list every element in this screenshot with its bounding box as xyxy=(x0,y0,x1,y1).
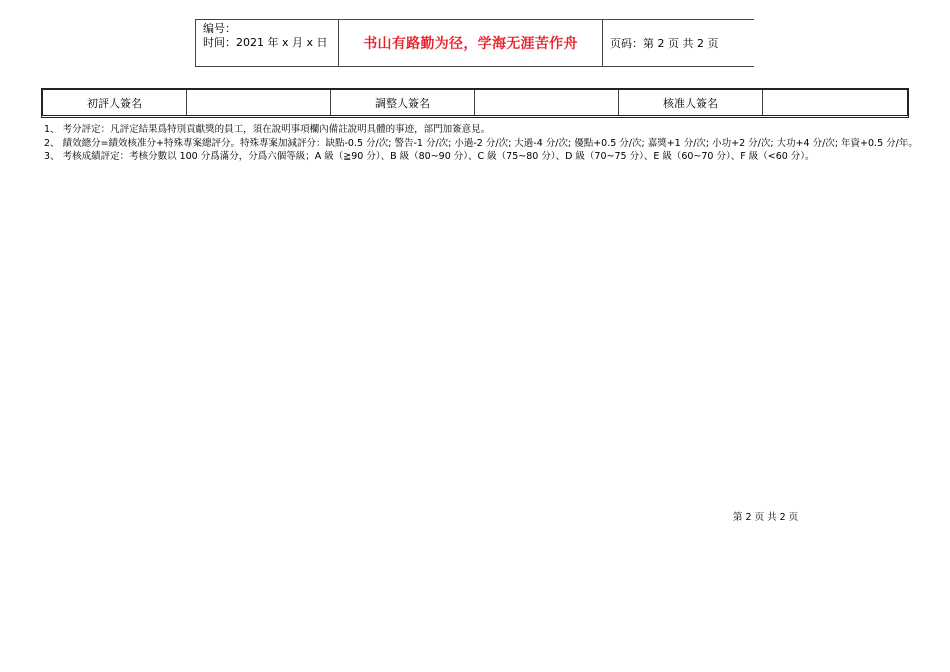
initial-reviewer-label: 初評人簽名 xyxy=(43,90,187,115)
note-item: 2、 績效總分=績效核准分+特殊專案總評分。特殊專案加減評分：缺點-0.5 分/次; 警告-1 分/次; 小過-2 分/次; 大過-4 分/次; 優點+0.5 分/次; 嘉獎+1 分/次; 小功+2 分/次; 大功+4 分/次; 年資+0.5 分/年。 xyxy=(44,137,918,149)
initial-reviewer-signature xyxy=(187,90,331,115)
adjuster-label: 調整人簽名 xyxy=(331,90,475,115)
document-time: 时间：2021 年 x 月 x 日 xyxy=(203,36,328,49)
approver-label: 核准人簽名 xyxy=(619,90,763,115)
note-item: 3、 考核成績評定：考核分數以 100 分爲滿分，分爲六個等級；A 級（≧90 分）、B 級（80~90 分）、C 級（75~80 分）、D 級（70~75 分）、E 級（60~70 分）、F 級（<60 分）。 xyxy=(44,151,815,162)
page-footer: 第 2 页 共 2 页 xyxy=(733,512,799,523)
approver-signature xyxy=(763,90,907,115)
header-page-code: 页码：第 2 页 共 2 页 xyxy=(610,37,719,50)
signature-table xyxy=(41,88,909,118)
adjuster-signature xyxy=(475,90,619,115)
note-item: 1、 考分評定：凡評定結果爲特別貢獻獎的員工，須在說明事項欄內備註說明具體的事迹，部門加簽意見。 xyxy=(44,124,491,135)
page-header xyxy=(195,19,754,67)
notes-list xyxy=(44,123,934,164)
document-number: 编号： xyxy=(203,22,236,35)
header-meta xyxy=(196,20,339,66)
header-motto: 书山有路勤为径，学海无涯苦作舟 xyxy=(339,20,603,66)
